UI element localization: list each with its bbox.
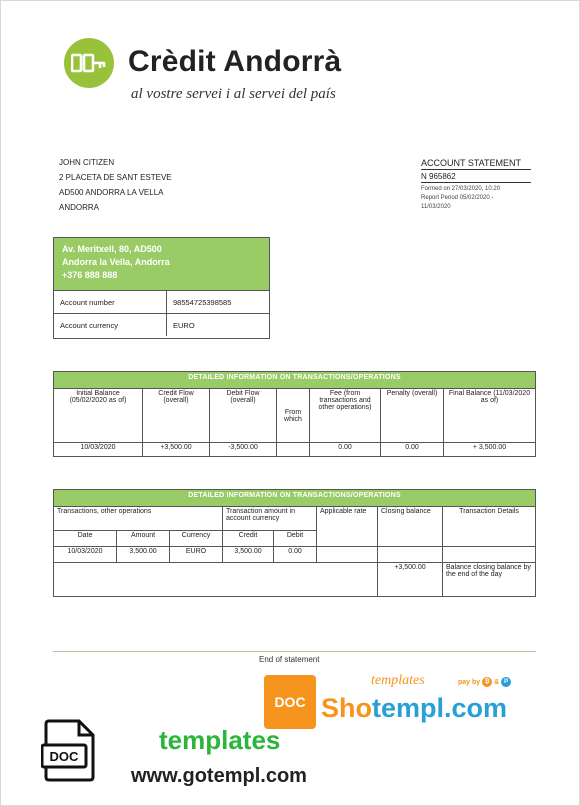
summary-table bbox=[53, 371, 536, 457]
bitcoin-icon: ₿ bbox=[482, 677, 492, 687]
summary-cell: 0.00 bbox=[310, 443, 381, 457]
bank-logo bbox=[64, 38, 114, 88]
transactions-sub-header: Credit bbox=[223, 531, 274, 547]
transactions-group-header: Applicable rate bbox=[317, 507, 378, 547]
doc-icon-label: DOC bbox=[49, 749, 79, 764]
pay-by-label: pay by bbox=[458, 678, 481, 686]
transactions-group-header: Closing balance bbox=[378, 507, 443, 547]
bank-phone: +376 888 888 bbox=[62, 270, 118, 280]
statement-formed: Formed on 27/03/2020, 10:20 bbox=[421, 186, 501, 192]
pay-by-badge bbox=[458, 677, 511, 687]
transactions-table bbox=[53, 489, 536, 597]
transactions-cell: 0.00 bbox=[274, 547, 317, 563]
account-currency-value: EURO bbox=[173, 321, 195, 330]
summary-header: Debit Flow (overall) bbox=[210, 389, 277, 443]
bank-address-line: Andorra la Vella, Andorra bbox=[62, 257, 170, 267]
summary-header: Fee (from transactions and other operations) bbox=[310, 389, 381, 443]
shotempl-prefix: Sho bbox=[321, 693, 372, 723]
account-number-label: Account number bbox=[54, 291, 167, 313]
gotempl-link[interactable]: www.gotempl.com bbox=[131, 765, 307, 787]
templates-watermark: templates bbox=[159, 725, 281, 755]
key-logo-icon bbox=[71, 52, 107, 74]
summary-cell: 10/03/2020 bbox=[54, 443, 143, 457]
customer-street: 2 PLACETA DE SANT ESTEVE bbox=[59, 173, 172, 182]
closing-balance-value: +3,500.00 bbox=[378, 563, 443, 597]
transactions-cell bbox=[378, 547, 443, 563]
statement-number: N 965862 bbox=[421, 170, 531, 183]
bank-address bbox=[54, 238, 269, 291]
transactions-cell bbox=[54, 563, 378, 597]
pay-by-amp: & bbox=[494, 678, 500, 686]
account-number-value: 98554725398585 bbox=[173, 298, 232, 307]
statement-period: Report Period 05/02/2020 - bbox=[421, 195, 494, 201]
summary-header: Initial Balance (05/02/2020 as of) bbox=[54, 389, 143, 443]
account-currency-label: Account currency bbox=[54, 314, 167, 336]
customer-name: JOHN CITIZEN bbox=[59, 158, 115, 167]
summary-cell: + 3,500.00 bbox=[444, 443, 536, 457]
customer-address bbox=[59, 155, 172, 215]
summary-cell bbox=[277, 443, 310, 457]
summary-cell: -3,500.00 bbox=[210, 443, 277, 457]
transactions-sub-header: Amount bbox=[117, 531, 170, 547]
summary-cell: +3,500.00 bbox=[143, 443, 210, 457]
summary-header: From which bbox=[277, 389, 310, 443]
transactions-group-header: Transactions, other operations bbox=[54, 507, 223, 531]
customer-city: AD500 ANDORRA LA VELLA bbox=[59, 188, 164, 197]
summary-cell: 0.00 bbox=[381, 443, 444, 457]
transactions-cell: 3,500.00 bbox=[117, 547, 170, 563]
transactions-cell: 10/03/2020 bbox=[54, 547, 117, 563]
summary-header: Penalty (overall) bbox=[381, 389, 444, 443]
summary-header: Credit Flow (overall) bbox=[143, 389, 210, 443]
transactions-group-header: Transaction Details bbox=[443, 507, 536, 547]
summary-header: Final Balance (11/03/2020 as of) bbox=[444, 389, 536, 443]
transactions-group-header: Transaction amount in account currency bbox=[223, 507, 317, 531]
transactions-cell bbox=[317, 547, 378, 563]
statement-period-end: 11/03/2020 bbox=[421, 204, 451, 210]
end-of-statement: End of statement bbox=[259, 655, 320, 664]
account-currency-row bbox=[54, 314, 269, 336]
transactions-cell: 3,500.00 bbox=[223, 547, 274, 563]
bank-tagline: al vostre servei i al servei del país bbox=[131, 86, 336, 102]
account-number-row bbox=[54, 291, 269, 314]
bank-name: Crèdit Andorrà bbox=[128, 45, 342, 78]
statement-info bbox=[421, 158, 531, 212]
footer-divider bbox=[53, 651, 536, 652]
transactions-sub-header: Debit bbox=[274, 531, 317, 547]
transactions-table-title: DETAILED INFORMATION ON TRANSACTIONS/OPERATIONS bbox=[54, 490, 536, 507]
customer-country: ANDORRA bbox=[59, 203, 100, 212]
templates-script: templates bbox=[371, 673, 425, 688]
shotempl-suffix: templ.com bbox=[372, 693, 508, 723]
statement-title: ACCOUNT STATEMENT bbox=[421, 158, 531, 170]
summary-table-title: DETAILED INFORMATION ON TRANSACTIONS/OPERATIONS bbox=[54, 372, 536, 389]
transactions-sub-header: Date bbox=[54, 531, 117, 547]
paypal-icon: P bbox=[501, 677, 511, 687]
account-box bbox=[53, 237, 270, 339]
bank-address-line: Av. Meritxell, 80, AD500 bbox=[62, 244, 162, 254]
doc-badge-icon: DOC bbox=[264, 675, 316, 729]
doc-file-icon bbox=[41, 717, 99, 783]
transaction-details-value: Balance closing balance by the end of the day bbox=[443, 563, 536, 597]
transactions-cell: EURO bbox=[170, 547, 223, 563]
shotempl-watermark[interactable] bbox=[321, 693, 507, 724]
transactions-cell bbox=[443, 547, 536, 563]
transactions-sub-header: Currency bbox=[170, 531, 223, 547]
